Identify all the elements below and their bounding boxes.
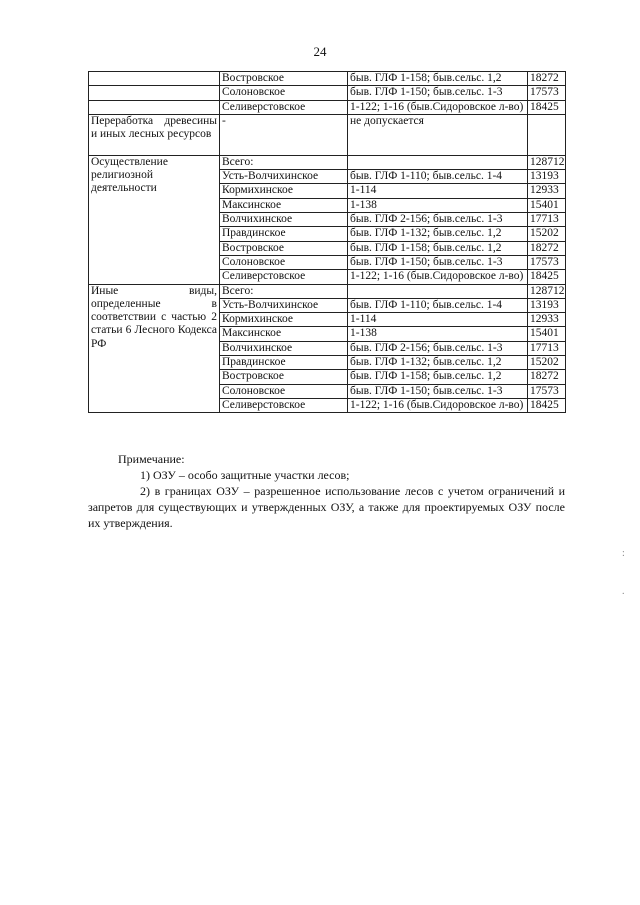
forestry-cell: Волчихинское <box>220 341 348 355</box>
area-cell: 15202 <box>528 227 566 241</box>
quarters-cell: быв. ГЛФ 1-158; быв.сельс. 1,2 <box>348 370 528 384</box>
forestry-cell: Востровское <box>220 370 348 384</box>
forestry-cell: Всего: <box>220 155 348 169</box>
activity-cell: Осуществление религиозной деятельности <box>89 155 220 284</box>
note-section <box>88 451 565 531</box>
quarters-cell: быв. ГЛФ 1-150; быв.сельс. 1-3 <box>348 384 528 398</box>
forestry-cell: Правдинское <box>220 227 348 241</box>
forestry-cell: Всего: <box>220 284 348 298</box>
note-item: 1) ОЗУ – особо защитные участки лесов; <box>140 468 350 482</box>
area-cell: 13193 <box>528 298 566 312</box>
table-row <box>89 284 566 298</box>
area-cell: 18272 <box>528 241 566 255</box>
forestry-cell: Волчихинское <box>220 213 348 227</box>
area-cell: 18272 <box>528 72 566 86</box>
quarters-cell: 1-114 <box>348 184 528 198</box>
quarters-cell: быв. ГЛФ 1-150; быв.сельс. 1-3 <box>348 255 528 269</box>
area-cell: 18425 <box>528 270 566 284</box>
forestry-cell: Усть-Волчихинское <box>220 170 348 184</box>
table-row <box>89 114 566 155</box>
area-cell: 12933 <box>528 184 566 198</box>
quarters-cell: быв. ГЛФ 1-132; быв.сельс. 1,2 <box>348 356 528 370</box>
activity-cell <box>89 100 220 114</box>
note-heading: Примечание: <box>118 452 185 466</box>
quarters-cell: быв. ГЛФ 1-158; быв.сельс. 1,2 <box>348 72 528 86</box>
activity-cell <box>89 86 220 100</box>
forest-use-table <box>88 71 566 413</box>
activity-cell: Иные виды, определенные в соответствии с частью 2 статьи 6 Лесного Кодекса РФ <box>89 284 220 413</box>
quarters-cell: не допускается <box>348 114 528 155</box>
table-row <box>89 72 566 86</box>
area-cell: 17573 <box>528 86 566 100</box>
area-cell: 128712 <box>528 155 566 169</box>
area-cell: 17573 <box>528 384 566 398</box>
quarters-cell: быв. ГЛФ 1-132; быв.сельс. 1,2 <box>348 227 528 241</box>
quarters-cell: быв. ГЛФ 1-110; быв.сельс. 1-4 <box>348 298 528 312</box>
quarters-cell: быв. ГЛФ 1-110; быв.сельс. 1-4 <box>348 170 528 184</box>
area-cell: 128712 <box>528 284 566 298</box>
margin-mark: . <box>622 586 625 597</box>
forestry-cell: Солоновское <box>220 384 348 398</box>
quarters-cell: быв. ГЛФ 2-156; быв.сельс. 1-3 <box>348 213 528 227</box>
forestry-cell: Кормихинское <box>220 313 348 327</box>
quarters-cell: 1-114 <box>348 313 528 327</box>
quarters-cell: быв. ГЛФ 2-156; быв.сельс. 1-3 <box>348 341 528 355</box>
area-cell: 15202 <box>528 356 566 370</box>
forestry-cell: Селиверстовское <box>220 100 348 114</box>
area-cell: 15401 <box>528 327 566 341</box>
note-item: 2) в границах ОЗУ – разрешенное использование лесов с учетом ограничений и запретов для существующих и утвержденных ОЗУ, а также для проектируемых ОЗУ после их утверждения. <box>88 484 565 530</box>
quarters-cell: быв. ГЛФ 1-158; быв.сельс. 1,2 <box>348 241 528 255</box>
forestry-cell: Солоновское <box>220 255 348 269</box>
quarters-cell <box>348 155 528 169</box>
quarters-cell: 1-138 <box>348 198 528 212</box>
area-cell: 15401 <box>528 198 566 212</box>
quarters-cell: 1-122; 1-16 (быв.Сидоровское л-во) <box>348 270 528 284</box>
forestry-cell: - <box>220 114 348 155</box>
area-cell: 17713 <box>528 341 566 355</box>
forestry-cell: Селиверстовское <box>220 270 348 284</box>
table-row <box>89 86 566 100</box>
quarters-cell: 1-138 <box>348 327 528 341</box>
area-cell: 12933 <box>528 313 566 327</box>
forestry-cell: Селиверстовское <box>220 398 348 412</box>
forestry-cell: Максинское <box>220 327 348 341</box>
activity-cell <box>89 72 220 86</box>
area-cell: 18425 <box>528 100 566 114</box>
area-cell: 13193 <box>528 170 566 184</box>
forestry-cell: Востровское <box>220 72 348 86</box>
forestry-cell: Востровское <box>220 241 348 255</box>
activity-cell: Переработка древесины и иных лесных ресурсов <box>89 114 220 155</box>
area-cell: 17713 <box>528 213 566 227</box>
quarters-cell: 1-122; 1-16 (быв.Сидоровское л-во) <box>348 100 528 114</box>
area-cell: 17573 <box>528 255 566 269</box>
area-cell <box>528 114 566 155</box>
area-cell: 18425 <box>528 398 566 412</box>
page-number: 24 <box>313 44 327 59</box>
margin-mark: : <box>622 548 625 559</box>
area-cell: 18272 <box>528 370 566 384</box>
forestry-cell: Кормихинское <box>220 184 348 198</box>
forestry-cell: Максинское <box>220 198 348 212</box>
forestry-cell: Солоновское <box>220 86 348 100</box>
quarters-cell: 1-122; 1-16 (быв.Сидоровское л-во) <box>348 398 528 412</box>
quarters-cell <box>348 284 528 298</box>
forestry-cell: Усть-Волчихинское <box>220 298 348 312</box>
table-row <box>89 155 566 169</box>
table-row <box>89 100 566 114</box>
forestry-cell: Правдинское <box>220 356 348 370</box>
quarters-cell: быв. ГЛФ 1-150; быв.сельс. 1-3 <box>348 86 528 100</box>
